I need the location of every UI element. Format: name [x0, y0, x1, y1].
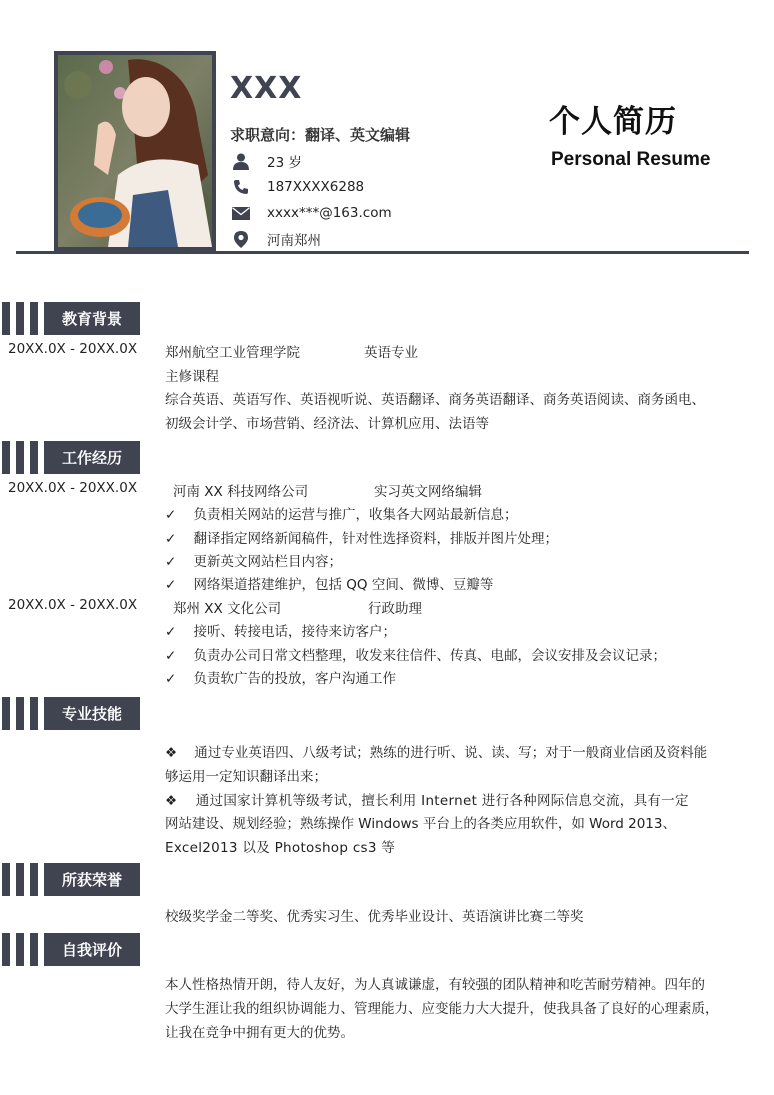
courses-label: 主修课程 [165, 369, 219, 385]
section-bar [2, 441, 10, 474]
job-role: 行政助理 [368, 601, 422, 617]
job-intent: 求职意向：翻译、英文编辑 [230, 126, 411, 144]
section-title: 所获荣誉 [44, 863, 140, 896]
courses-line: 初级会计学、市场营销、经济法、计算机应用、法语等 [165, 416, 489, 432]
job-duty-text: 负责相关网站的运营与推广，收集各大网站最新信息； [193, 507, 518, 523]
mail-icon [230, 204, 252, 222]
job-role: 实习英文网络编辑 [374, 484, 482, 500]
job-duty-text: 网络渠道搭建维护，包括 QQ 空间、微博、豆瓣等 [193, 577, 494, 593]
job-duty-text: 负责软广告的投放，客户沟通工作 [193, 671, 396, 687]
section-work-header [2, 441, 140, 474]
section-bar [2, 863, 10, 896]
skill-text: 通过国家计算机等级考试，擅长利用 Internet 进行各种网际信息交流，具有一定 [195, 793, 689, 809]
section-title: 自我评价 [44, 933, 140, 966]
job-duty-item [165, 620, 396, 640]
check-icon: ✓ [165, 648, 177, 664]
age-text: 23 岁 [267, 155, 302, 171]
job-date: 20XX.0X - 20XX.0X [8, 480, 138, 496]
check-icon: ✓ [165, 624, 177, 640]
skill-item [165, 789, 689, 809]
job-duty-item [165, 503, 517, 523]
section-bar [30, 863, 38, 896]
check-icon: ✓ [165, 671, 177, 687]
person-icon [230, 152, 252, 170]
education-major: 英语专业 [364, 345, 418, 361]
profile-photo [58, 55, 212, 247]
job-duty-item [165, 667, 396, 687]
section-skills-header [2, 697, 140, 730]
education-date: 20XX.0X - 20XX.0X [8, 341, 138, 357]
skill-text: 通过专业英语四、八级考试；熟练的进行听、说、读、写；对于一般商业信函及资料能 [194, 745, 708, 761]
header-divider [16, 251, 749, 254]
job-duty-item [165, 527, 558, 547]
check-icon: ✓ [165, 531, 177, 547]
section-bar [30, 933, 38, 966]
diamond-bullet-icon: ❖ [165, 793, 178, 809]
section-bar [30, 302, 38, 335]
section-bar [16, 302, 24, 335]
job-company: 郑州 XX 文化公司 [173, 601, 282, 617]
candidate-name: XXX [230, 71, 303, 106]
section-bar [16, 863, 24, 896]
skill-text: 够运用一定知识翻译出来； [165, 769, 327, 785]
section-bar [2, 697, 10, 730]
self-eval-line: 大学生涯让我的组织协调能力、管理能力、应变能力大大提升，使我具备了良好的心理素质， [165, 1001, 719, 1017]
age-row [230, 150, 302, 172]
job-duty-text: 更新英文网站栏目内容； [193, 554, 342, 570]
section-bar [16, 441, 24, 474]
check-icon: ✓ [165, 577, 177, 593]
check-icon: ✓ [165, 507, 177, 523]
job-duty-item [165, 573, 493, 593]
section-honors-header [2, 863, 140, 896]
check-icon: ✓ [165, 554, 177, 570]
phone-text: 187XXXX6288 [267, 179, 365, 195]
section-bar [16, 933, 24, 966]
diamond-bullet-icon: ❖ [165, 745, 178, 761]
email-row [230, 202, 392, 224]
section-education-header [2, 302, 140, 335]
job-duty-text: 接听、转接电话，接待来访客户； [193, 624, 396, 640]
section-bar [30, 441, 38, 474]
skill-text: Excel2013 以及 Photoshop cs3 等 [165, 840, 396, 856]
location-row [230, 228, 321, 250]
phone-row [230, 176, 364, 198]
skill-text: 网站建设、规划经验；熟练操作 Windows 平台上的各类应用软件，如 Word 2013、 [165, 816, 676, 832]
job-duty-item [165, 550, 342, 570]
section-title: 专业技能 [44, 697, 140, 730]
skill-item [165, 741, 707, 761]
self-eval-line: 本人性格热情开朗，待人友好，为人真诚谦虚，有较强的团队精神和吃苦耐劳精神。四年的 [165, 977, 705, 993]
courses-line: 综合英语、英语写作、英语视听说、英语翻译、商务英语翻译、商务英语阅读、商务函电、 [165, 392, 705, 408]
resume-title-en: Personal Resume [551, 149, 711, 170]
job-date: 20XX.0X - 20XX.0X [8, 597, 138, 613]
job-company: 河南 XX 科技网络公司 [173, 484, 309, 500]
job-duty-item [165, 644, 666, 664]
section-bar [30, 697, 38, 730]
section-self-eval-header [2, 933, 140, 966]
email-text: xxxx***@163.com [267, 205, 392, 221]
job-duty-text: 负责办公司日常文档整理，收发来往信件、传真、电邮，会议安排及会议记录； [193, 648, 666, 664]
section-bar [2, 302, 10, 335]
location-text: 河南郑州 [267, 233, 321, 249]
section-title: 教育背景 [44, 302, 140, 335]
honors-text: 校级奖学金二等奖、优秀实习生、优秀毕业设计、英语演讲比赛二等奖 [165, 909, 584, 925]
location-pin-icon [230, 230, 252, 248]
job-duty-text: 翻译指定网络新闻稿件，针对性选择资料，排版并图片处理； [193, 531, 558, 547]
self-eval-line: 让我在竞争中拥有更大的优势。 [165, 1025, 354, 1041]
phone-icon [230, 178, 252, 196]
education-school: 郑州航空工业管理学院 [165, 345, 300, 361]
section-title: 工作经历 [44, 441, 140, 474]
resume-title-cn: 个人简历 [549, 104, 677, 140]
section-bar [16, 697, 24, 730]
section-bar [2, 933, 10, 966]
